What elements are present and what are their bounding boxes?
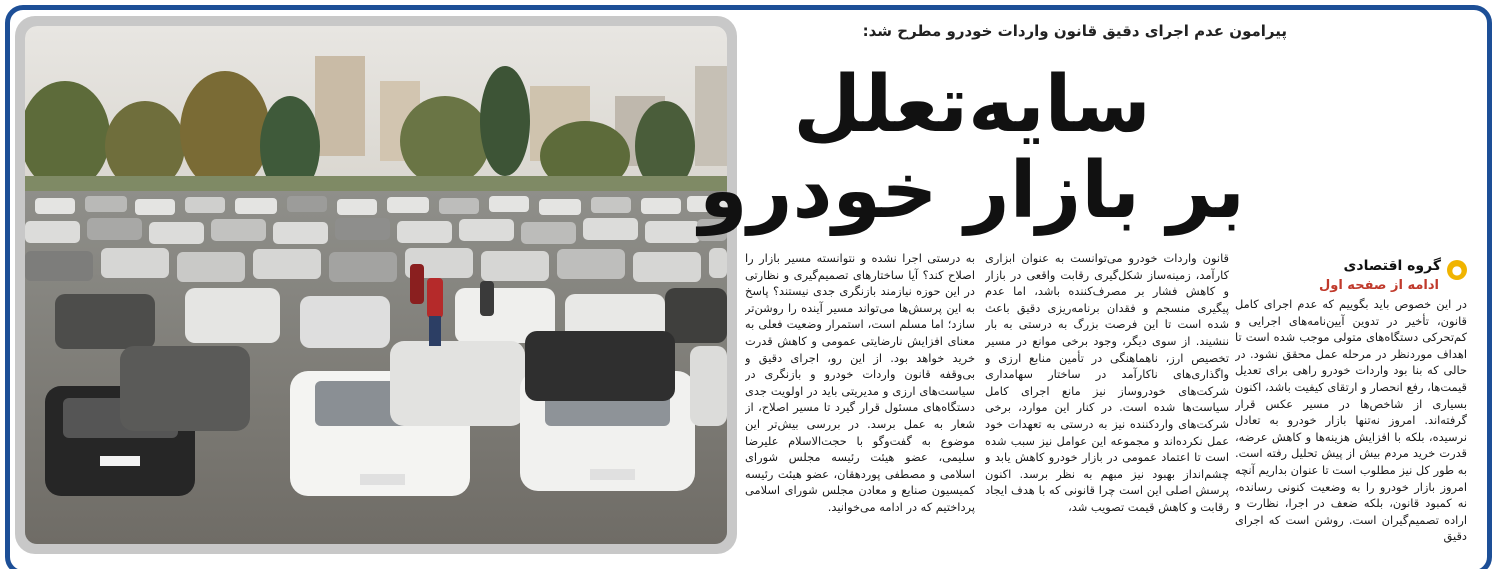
article-kicker: پیرامون عدم اجرای دقیق قانون واردات خودرو مطرح شد: xyxy=(862,22,1287,40)
article-column-1: در این خصوص باید بگوییم که عدم اجرای کامل قانون، تأخیر در تدوین آیین‌نامه‌های اجرایی و کم‌تحرکی دستگاه‌های متولی موجب شده است تا اهداف موردنظر در مرحله عمل محقق نشود. در حالی که بنا بود واردات خودرو راهی برای تعدیل قیمت‌ها، رفع انحصار و ارتقای کیفیت باشد، اکنون بسیاری از شاخص‌ها در مسیر عکس قرار گرفته‌اند. امروز نه‌تنها بازار خودرو به تعادل نرسیده، بلکه با افزایش هزینه‌ها و کاهش عرضه، قدرت خرید مردم بیش از پیش تحلیل رفته است. به طور کل نیز مطلوب است تا عنوان بداریم آنچه امروز بازار خودرو را به وضعیت کنونی رسانده، نه کمبود قانون، بلکه ضعف در اجرا، نظارت و اراده تصمیم‌گیران است. روشن است که اجرای دقیق xyxy=(1235,297,1467,544)
article-column-3: به درستی اجرا نشده و نتوانسته مسیر بازار را اصلاح کند؟ آیا ساختارهای تصمیم‌گیری و نظارتی در این حوزه نیازمند بازنگری جدی نیستند؟ پاسخ به این پرسش‌ها می‌تواند مسیر آینده را روشن‌تر سازد؛ اما مسلم است، استمرار وضعیت فعلی به معنای افزایش نارضایتی عمومی و کاهش قدرت خرید خواهد بود. از این رو، اجرای دقیق و بی‌وقفه قانون واردات خودرو و بازنگری در سیاست‌های ارزی و مدیریتی باید در اولویت جدی دستگاه‌های مسئول قرار گیرد تا مسیر اصلاح، از شعار به عمل برسد. در بررسی بیش‌تر این موضوع به گفت‌وگو با حجت‌الاسلام علیرضا سلیمی، عضو هیئت رئیسه مجلس شورای اسلامی و مصطفی پوردهقان، عضو هیئت رئیسه کمیسیون صنایع و معادن مجلس شورای اسلامی پرداختیم که در ادامه می‌خوانید. xyxy=(745,251,975,514)
byline-author: گروه اقتصادی xyxy=(1343,258,1441,274)
newspaper-logo-icon: ● xyxy=(1447,260,1467,280)
article-headline xyxy=(662,62,1282,234)
headline-line-2: بر بازار خودرو xyxy=(699,146,1245,236)
headline-line-1: سایه‌تعلل xyxy=(793,60,1151,150)
article-byline xyxy=(1247,258,1467,293)
car-market-photo xyxy=(25,26,727,544)
continued-from-front-page: ادامه از صفحه اول xyxy=(1318,278,1439,293)
article-column-2: قانون واردات خودرو می‌توانست به عنوان ابزاری کارآمد، زمینه‌ساز شکل‌گیری رقابت واقعی در بازار و کاهش فشار بر مصرف‌کننده باشد، اما عدم پیگیری منسجم و فقدان برنامه‌ریزی دقیق باعث شده است تا این فرصت بزرگ به درستی به بار ننشیند. از سوی دیگر، وجود برخی موانع در مسیر تخصیص ارز، ناهماهنگی در تأمین منابع ارزی و واگذاری‌های ناکارآمد در ساختار سهامداری شرکت‌های خودروساز نیز مانع اجرای کامل سیاست‌ها شده است. در کنار این موارد، برخی شرکت‌های واردکننده نیز به درستی به تعهدات خود عمل نکرده‌اند و مجموعه این عوامل نیز سبب شده است تا اعتماد عمومی در بازار خودرو کاهش یابد و چشم‌انداز بهبود نیز مبهم به نظر برسد. اکنون پرسش اصلی این است چرا قانونی که با هدف ایجاد رقابت و کاهش قیمت تصویب شد، xyxy=(985,251,1229,514)
article-photo-frame xyxy=(15,16,737,554)
